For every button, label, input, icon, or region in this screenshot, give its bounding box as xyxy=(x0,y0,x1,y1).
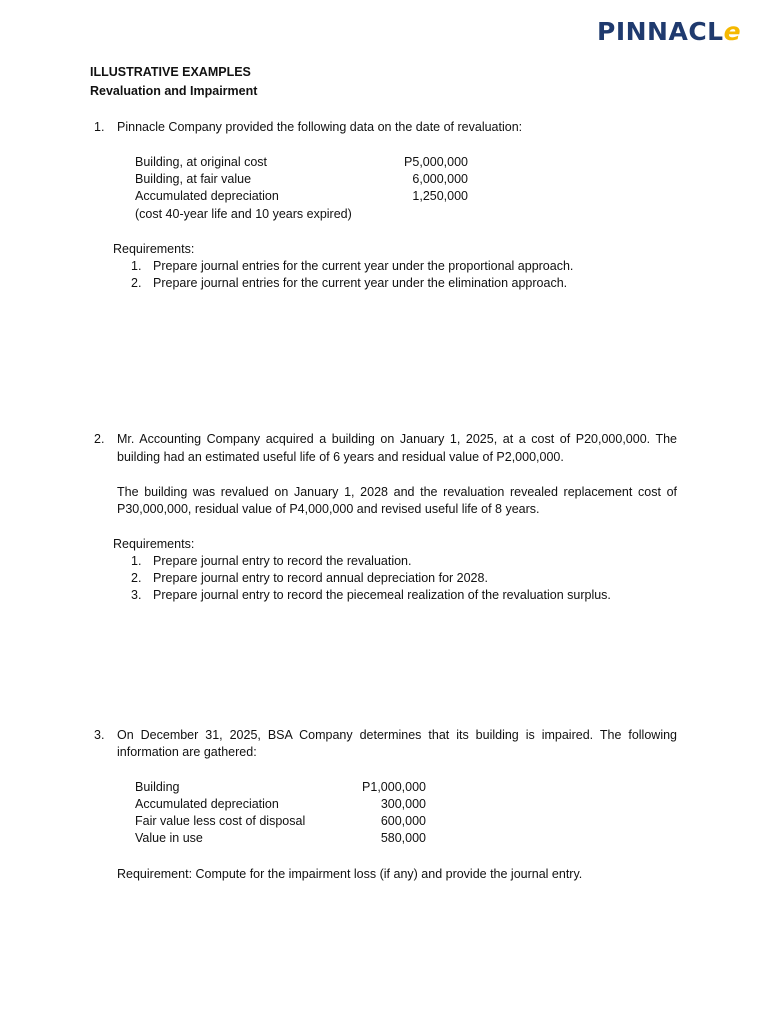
logo-accent-text: e xyxy=(723,17,742,46)
q1-row-label: Building, at original cost xyxy=(135,155,268,169)
q2-req-text: Prepare journal entry to record the piecemeal realization of the revaluation surplus. xyxy=(153,588,611,602)
q3-requirement: Requirement: Compute for the impairment loss (if any) and provide the journal entry. xyxy=(117,867,583,881)
q1-text: Pinnacle Company provided the following data on the date of revaluation: xyxy=(117,120,523,134)
q2-paragraph2-line2: P30,000,000, residual value of P4,000,000 and revised useful life of 8 years. xyxy=(117,502,540,516)
q3-line2: information are gathered: xyxy=(117,745,257,759)
q3-row-value: P1,000,000 xyxy=(362,780,426,794)
q2-paragraph1-line2: building had an estimated useful life of 6 years and residual value of P2,000,000. xyxy=(117,450,564,464)
q1-number: 1. xyxy=(94,120,105,134)
q1-req-number: 1. xyxy=(131,259,142,273)
document-title: ILLUSTRATIVE EXAMPLES xyxy=(90,65,251,79)
q2-req-number: 3. xyxy=(131,588,142,602)
q1-row-value: 6,000,000 xyxy=(412,172,468,186)
q1-row-label: Accumulated depreciation xyxy=(135,189,279,203)
q3-number: 3. xyxy=(94,728,105,742)
q3-row-label: Fair value less cost of disposal xyxy=(135,814,306,828)
q2-paragraph1-line1: Mr. Accounting Company acquired a building on January 1, 2025, at a cost of P20,000,000. The xyxy=(117,432,677,446)
q1-row-label: (cost 40-year life and 10 years expired) xyxy=(135,207,352,221)
q2-number: 2. xyxy=(94,432,105,446)
q1-row-label: Building, at fair value xyxy=(135,172,252,186)
q2-req-number: 2. xyxy=(131,571,142,585)
q1-req-number: 2. xyxy=(131,276,142,290)
q3-row-value: 580,000 xyxy=(380,831,426,845)
q1-requirements-label: Requirements: xyxy=(113,242,195,256)
q2-req-number: 1. xyxy=(131,554,142,568)
q2-req-text: Prepare journal entry to record annual depreciation for 2028. xyxy=(153,571,488,585)
q3-row-label: Accumulated depreciation xyxy=(135,797,279,811)
q3-row-value: 300,000 xyxy=(380,797,426,811)
document-subtitle: Revaluation and Impairment xyxy=(90,84,258,98)
q2-req-text: Prepare journal entry to record the revaluation. xyxy=(153,554,412,568)
q1-req-text: Prepare journal entries for the current year under the proportional approach. xyxy=(153,259,574,273)
q2-requirements-label: Requirements: xyxy=(113,537,195,551)
q3-row-label: Value in use xyxy=(135,831,203,845)
q3-row-label: Building xyxy=(135,780,180,794)
logo-main-text: PINNACL xyxy=(597,17,724,46)
q3-line1: On December 31, 2025, BSA Company determines that its building is impaired. The following xyxy=(117,728,677,742)
pinnacle-logo xyxy=(597,15,741,49)
q1-req-text: Prepare journal entries for the current year under the elimination approach. xyxy=(153,276,568,290)
q2-paragraph2-line1: The building was revalued on January 1, 2028 and the revaluation revealed replacement cost of xyxy=(117,485,677,499)
q1-row-value: 1,250,000 xyxy=(412,189,468,203)
q3-row-value: 600,000 xyxy=(380,814,426,828)
q1-row-value: P5,000,000 xyxy=(404,155,468,169)
